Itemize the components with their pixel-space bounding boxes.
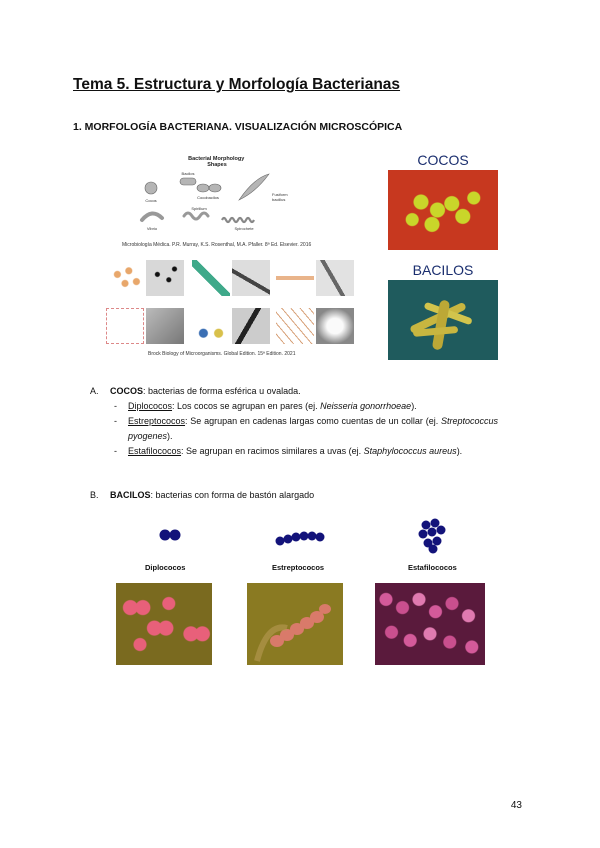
micro-spirochete-drawing — [106, 308, 144, 344]
bacilos-micrograph — [388, 280, 498, 360]
end-diplococos: ). — [411, 401, 417, 411]
micro-bacilli-photo — [232, 260, 270, 296]
coccus-shape — [145, 182, 157, 194]
micrograph-grid — [104, 260, 362, 350]
list-item-estreptococos: - Estreptococos: Se agrupan en cadenas largas como cuentas de un collar (ej. Streptococcus pyogenes). — [114, 416, 498, 441]
diplococos-micrograph — [116, 583, 212, 665]
cocos-micrograph — [388, 170, 498, 250]
end-estreptococos: ). — [167, 431, 173, 441]
term-diplococos: Diplococos — [128, 401, 173, 411]
estreptococos-diagram — [276, 532, 325, 546]
vibrio-shape — [142, 213, 162, 220]
svg-text:Spirillum: Spirillum — [191, 206, 207, 211]
arrangement-diagrams — [100, 515, 500, 555]
estreptococos-micrograph — [247, 583, 343, 665]
list-letter-b: B. — [90, 490, 99, 500]
bacilos-definition-text: : bacterias con forma de bastón alargado — [150, 490, 315, 500]
bacilos-photo-label: BACILOS — [412, 262, 474, 278]
fusiform-shape — [239, 174, 269, 200]
svg-text:Cocos: Cocos — [145, 198, 157, 203]
figure-caption-2: Brock Biology of Microorganisms. Global Edition. 15ª Edition. 2021 — [148, 351, 296, 357]
bacillus-shape — [180, 178, 196, 185]
svg-text:Cocobacilos: Cocobacilos — [197, 195, 219, 200]
cocos-photo — [388, 148, 498, 252]
cocos-section — [90, 384, 498, 459]
spirillum-shape — [184, 213, 208, 219]
species-estafilococos: Staphylococcus aureus — [363, 446, 457, 456]
micro-cocci-drawing — [106, 260, 144, 296]
cocos-term: COCOS — [110, 386, 144, 396]
micro-spirillum-drawing — [276, 260, 314, 296]
figure-caption-1: Microbiología Médica. P.R. Murray, K.S. Rosenthal, M.A. Pfaller. 8ª Ed. Elsevier. 2016 — [122, 242, 312, 248]
text-estreptococos: : Se agrupan en cadenas largas como cuentas de un collar (ej. — [185, 416, 441, 426]
end-estafilococos: ). — [456, 446, 463, 456]
morphology-figure — [104, 148, 362, 360]
svg-text:Vibrio: Vibrio — [146, 226, 158, 231]
micro-spirochete-photo — [146, 308, 184, 344]
bacilos-section — [90, 490, 314, 500]
list-item-estafilococos: - Estafilococos: Se agrupan en racimos similares a uvas (ej. Staphylococcus aureus). — [114, 446, 463, 456]
term-estreptococos: Estreptococos — [128, 416, 186, 426]
list-letter-a: A. — [90, 386, 99, 396]
micro-flagella-photo — [232, 308, 270, 344]
list-item-diplococos: - Diplococos: Los cocos se agrupan en pares (ej. Neisseria gonorrhoeae). — [114, 401, 417, 411]
cocos-definition — [90, 384, 498, 399]
svg-text:Bacilos: Bacilos — [181, 171, 195, 176]
diagram-header: Bacterial Morphology Shapes — [188, 156, 245, 168]
page-title: Tema 5. Estructura y Morfología Bacterianas — [73, 76, 401, 93]
svg-text:bacillus: bacillus — [272, 197, 286, 202]
estafilococos-diagram — [419, 519, 446, 554]
svg-text:Spirochete: Spirochete — [234, 226, 254, 231]
diplococos-diagram — [160, 530, 181, 541]
section-heading: 1. MORFOLOGÍA BACTERIANA. VISUALIZACIÓN MICROSCÓPICA — [73, 121, 403, 133]
micro-filament-drawing — [276, 308, 314, 344]
micro-cocci-photo — [146, 260, 184, 296]
text-diplococos: : Los cocos se agrupan en pares (ej. — [172, 401, 321, 411]
estafilococos-micrograph — [375, 583, 485, 665]
text-estafilococos: : Se agrupan en racimos similares a uvas (ej. — [181, 446, 364, 456]
micro-flagella-drawing — [192, 308, 230, 344]
cocos-photo-label: COCOS — [417, 152, 469, 168]
label-estreptococos: Estreptococos — [272, 563, 325, 572]
svg-text:Fusiform: Fusiform — [272, 192, 288, 197]
species-estreptococos: Streptococcus pyogenes — [128, 416, 498, 441]
micro-bacilli-drawing — [192, 260, 230, 296]
page-number: 43 — [510, 800, 522, 811]
cocos-definition-text: : bacterias de forma esférica u ovalada. — [143, 386, 301, 396]
bacilos-term: BACILOS — [110, 490, 151, 500]
micro-spirillum-photo — [316, 260, 354, 296]
label-estafilococos: Estafilococos — [408, 563, 457, 572]
micro-filament-photo — [316, 308, 354, 344]
species-diplococos: Neisseria gonorrhoeae — [320, 401, 412, 411]
label-diplococos: Diplococos — [145, 563, 186, 572]
spirochete-shape — [222, 218, 254, 222]
term-estafilococos: Estafilococos — [128, 446, 182, 456]
coccobacillus-shape — [197, 184, 209, 192]
bacilos-photo — [388, 258, 498, 360]
